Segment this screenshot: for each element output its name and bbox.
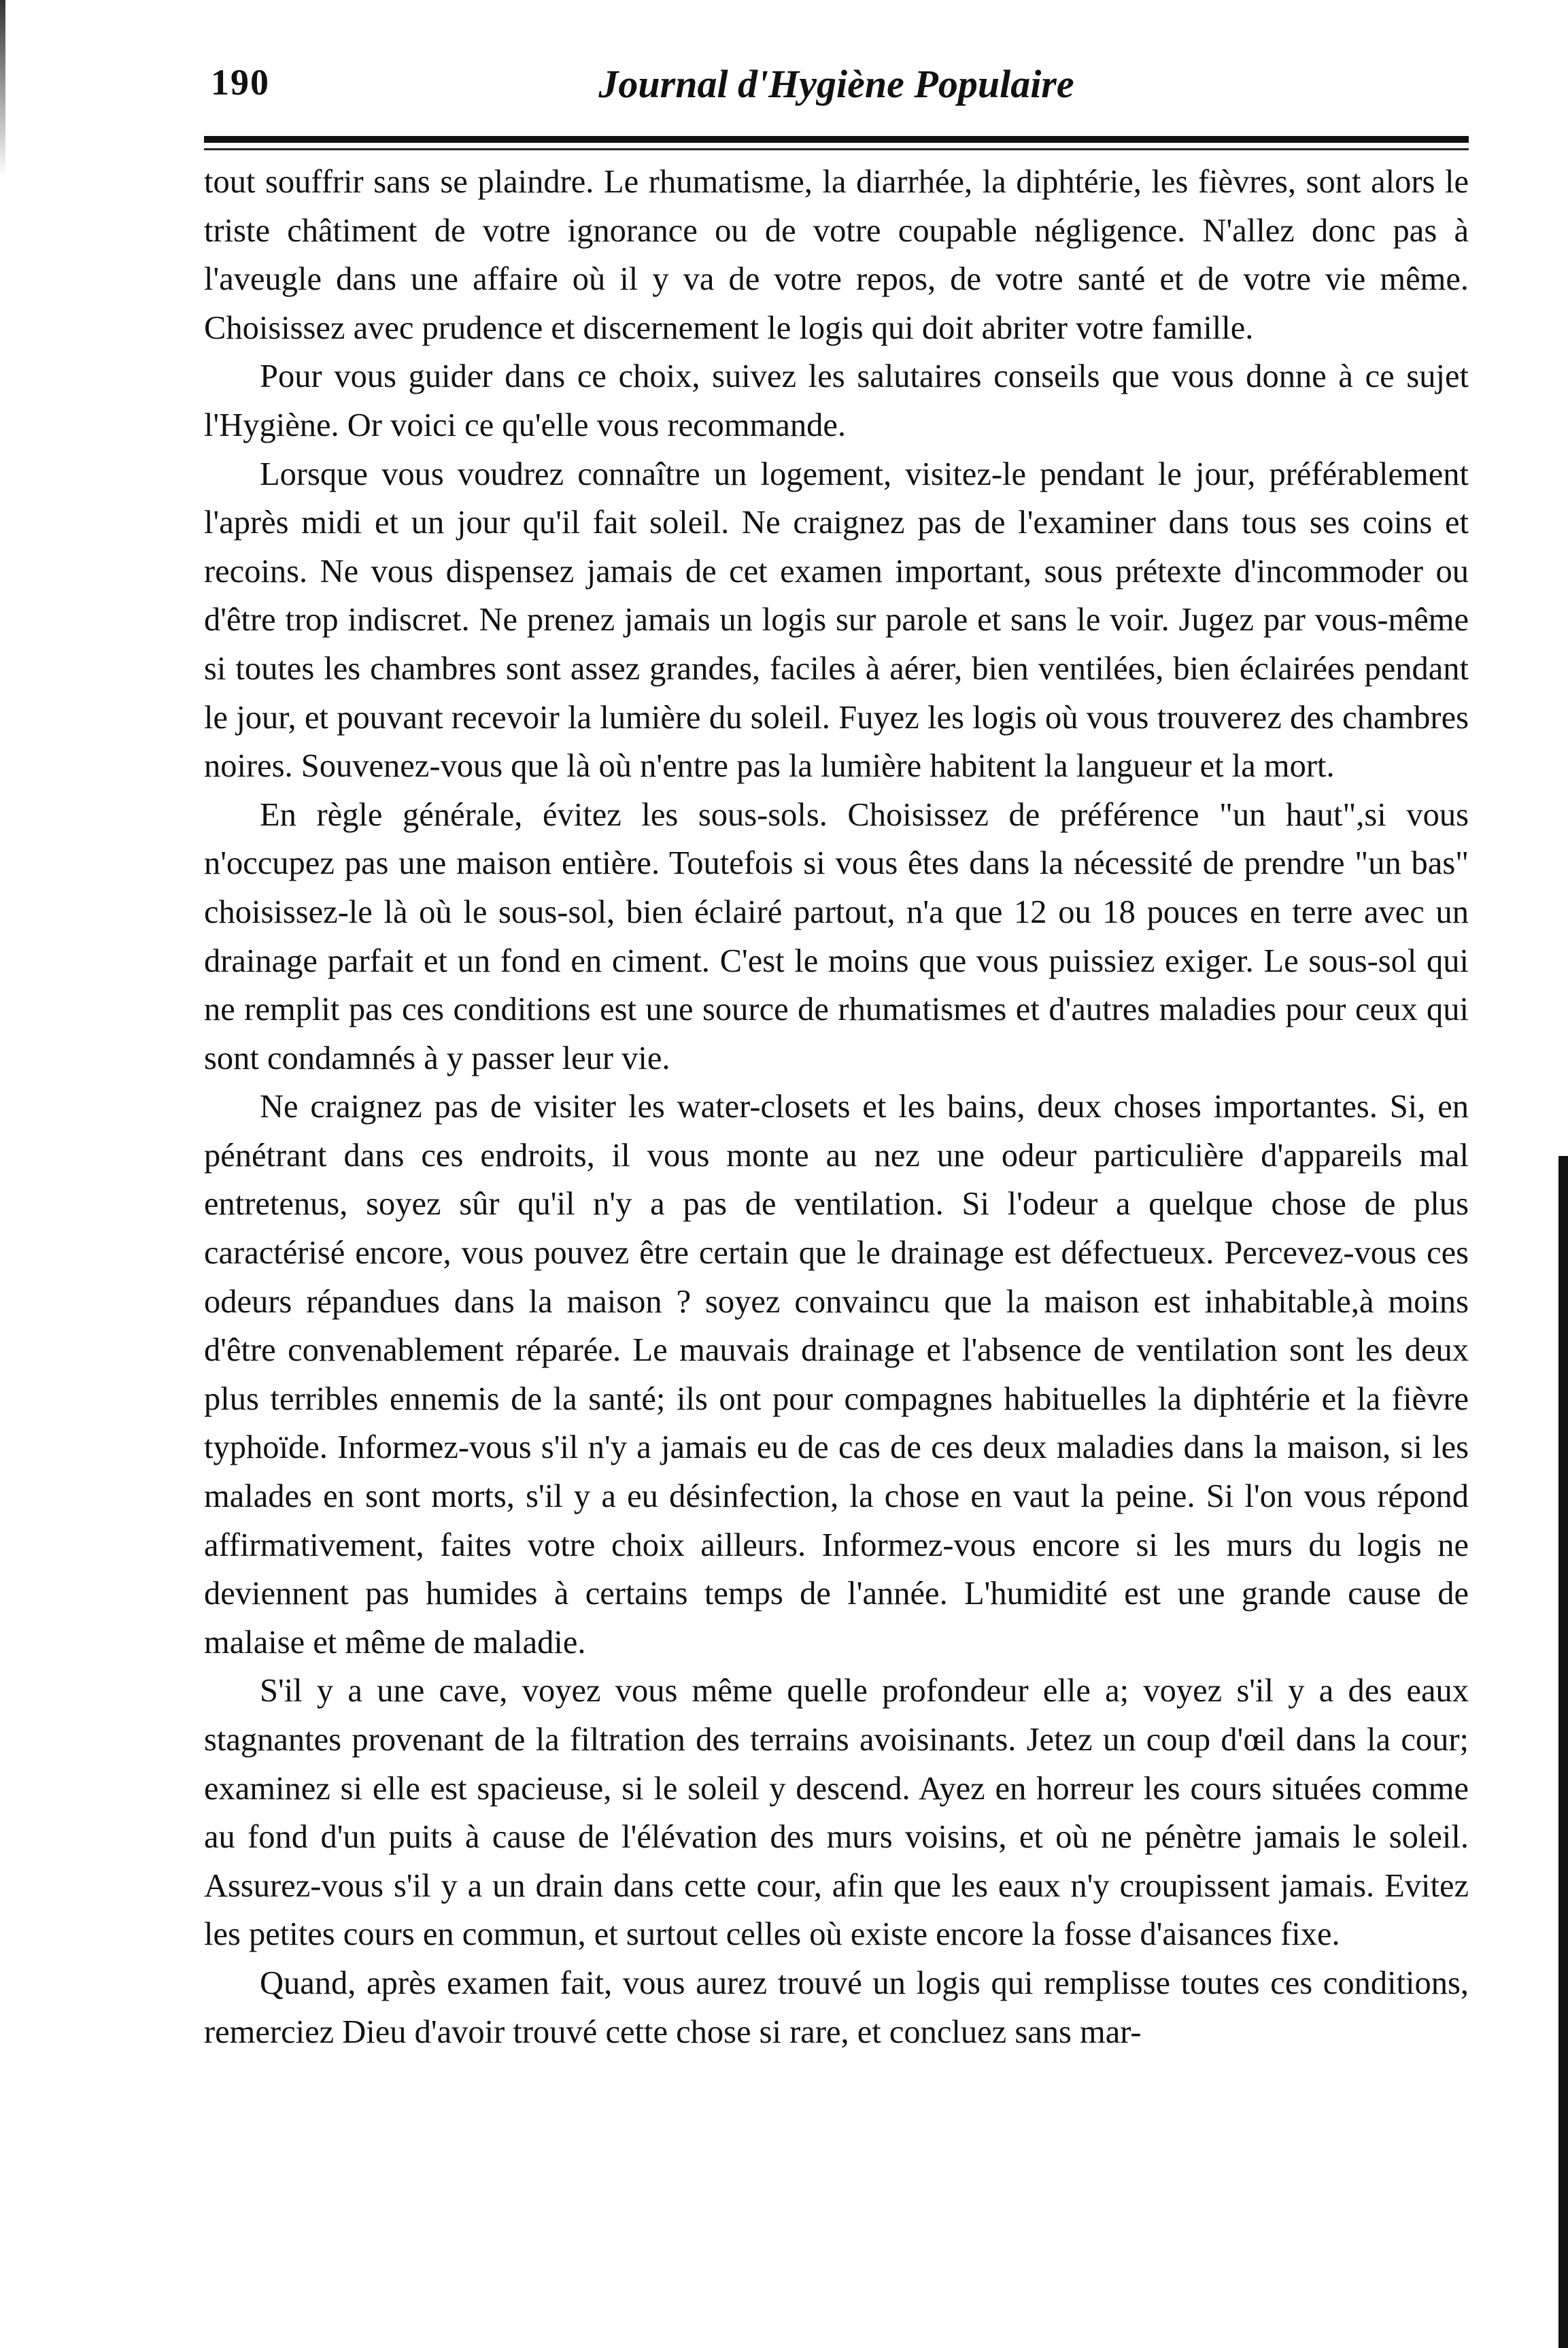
page-header — [204, 61, 1469, 136]
paragraph: S'il y a une cave, voyez vous même quelle profondeur elle a; voyez s'il y a des eaux stagnantes provenant de la filtration des terrains avoisinants. Jetez un coup d'œil dans la cour; examinez si elle est spacieuse, si le soleil y descend. Ayez en horreur les cours situées comme au fond d'un puits à cause de l'élévation des murs voisins, et où ne pénètre jamais le soleil. Assurez-vous s'il y a un drain dans cette cour, afin que les eaux n'y croupissent jamais. Evitez les petites cours en commun, et surtout celles où existe encore la fosse d'aisances fixe. — [204, 1673, 1469, 1953]
running-title: Journal d'Hygiène Populaire — [598, 62, 1074, 106]
paragraph: Pour vous guider dans ce choix, suivez les salutaires conseils que vous donne à ce sujet l'Hygiène. Or voici ce qu'elle vous recommande. — [204, 358, 1469, 443]
header-rule-thick — [204, 136, 1469, 143]
header-rule-thin — [204, 148, 1469, 150]
paragraph: En règle générale, évitez les sous-sols. Choisissez de préférence "un haut",si vous n'occupez pas une maison entière. Toutefois si vous êtes dans la nécessité de prendre "un bas" choisissez-le là où le sous-sol, bien éclairé partout, n'a que 12 ou 18 pouces en terre avec un drainage parfait et un fond en ciment. C'est le moins que vous puissiez exiger. Le sous-sol qui ne remplit pas ces conditions est une source de rhumatismes et d'autres maladies pour ceux qui sont condamnés à y passer leur vie. — [204, 796, 1469, 1076]
paragraph: tout souffrir sans se plaindre. Le rhumatisme, la diarrhée, la diphtérie, les fièvres, sont alors le triste châtiment de votre ignorance ou de votre coupable négligence. N'allez donc pas à l'aveugle dans une affaire où il y va de votre repos, de votre santé et de votre vie même. Choisissez avec prudence et discernement le logis qui doit abriter votre famille. — [204, 164, 1469, 346]
body-text — [204, 158, 1469, 2056]
paragraph: Ne craignez pas de visiter les water-closets et les bains, deux choses importantes. Si, en pénétrant dans ces endroits, il vous monte au nez une odeur particulière d'appareils mal entretenus, soyez sûr qu'il n'y a pas de ventilation. Si l'odeur a quelque chose de plus caractérisé encore, vous pouvez être certain que le drainage est défectueux. Percevez-vous ces odeurs répandues dans la maison ? soyez convaincu que la maison est inhabitable,à moins d'être convenablement réparée. Le mauvais drainage et l'absence de ventilation sont les deux plus terribles ennemis de la santé; ils ont pour compagnes habituelles la diphtérie et la fièvre typhoïde. Informez-vous s'il n'y a jamais eu de cas de ces deux maladies dans la maison, si les malades en sont morts, s'il y a eu désinfection, la chose en vaut la peine. Si l'on vous répond affirmativement, faites votre choix ailleurs. Informez-vous encore si les murs du logis ne deviennent pas humides à certains temps de l'année. L'humidité est une grande cause de malaise et même de maladie. — [204, 1089, 1469, 1661]
paragraph: Lorsque vous voudrez connaître un logement, visitez-le pendant le jour, préférablement l'après midi et un jour qu'il fait soleil. Ne craignez pas de l'examiner dans tous ses coins et recoins. Ne vous dispensez jamais de cet examen important, sous prétexte d'incommoder ou d'être trop indiscret. Ne prenez jamais un logis sur parole et sans le voir. Jugez par vous-même si toutes les chambres sont assez grandes, faciles à aérer, bien ventilées, bien éclairées pendant le jour, et pouvant recevoir la lumière du soleil. Fuyez les logis où vous trouverez des chambres noires. Souvenez-vous que là où n'entre pas la lumière habitent la langueur et la mort. — [204, 456, 1469, 785]
page-number: 190 — [211, 62, 270, 103]
paragraph: Quand, après examen fait, vous aurez trouvé un logis qui remplisse toutes ces conditions, remerciez Dieu d'avoir trouvé cette chose si rare, et concluez sans mar- — [204, 1964, 1469, 2050]
scan-edge-left — [0, 0, 5, 177]
scan-edge-right — [1558, 1156, 1568, 2348]
